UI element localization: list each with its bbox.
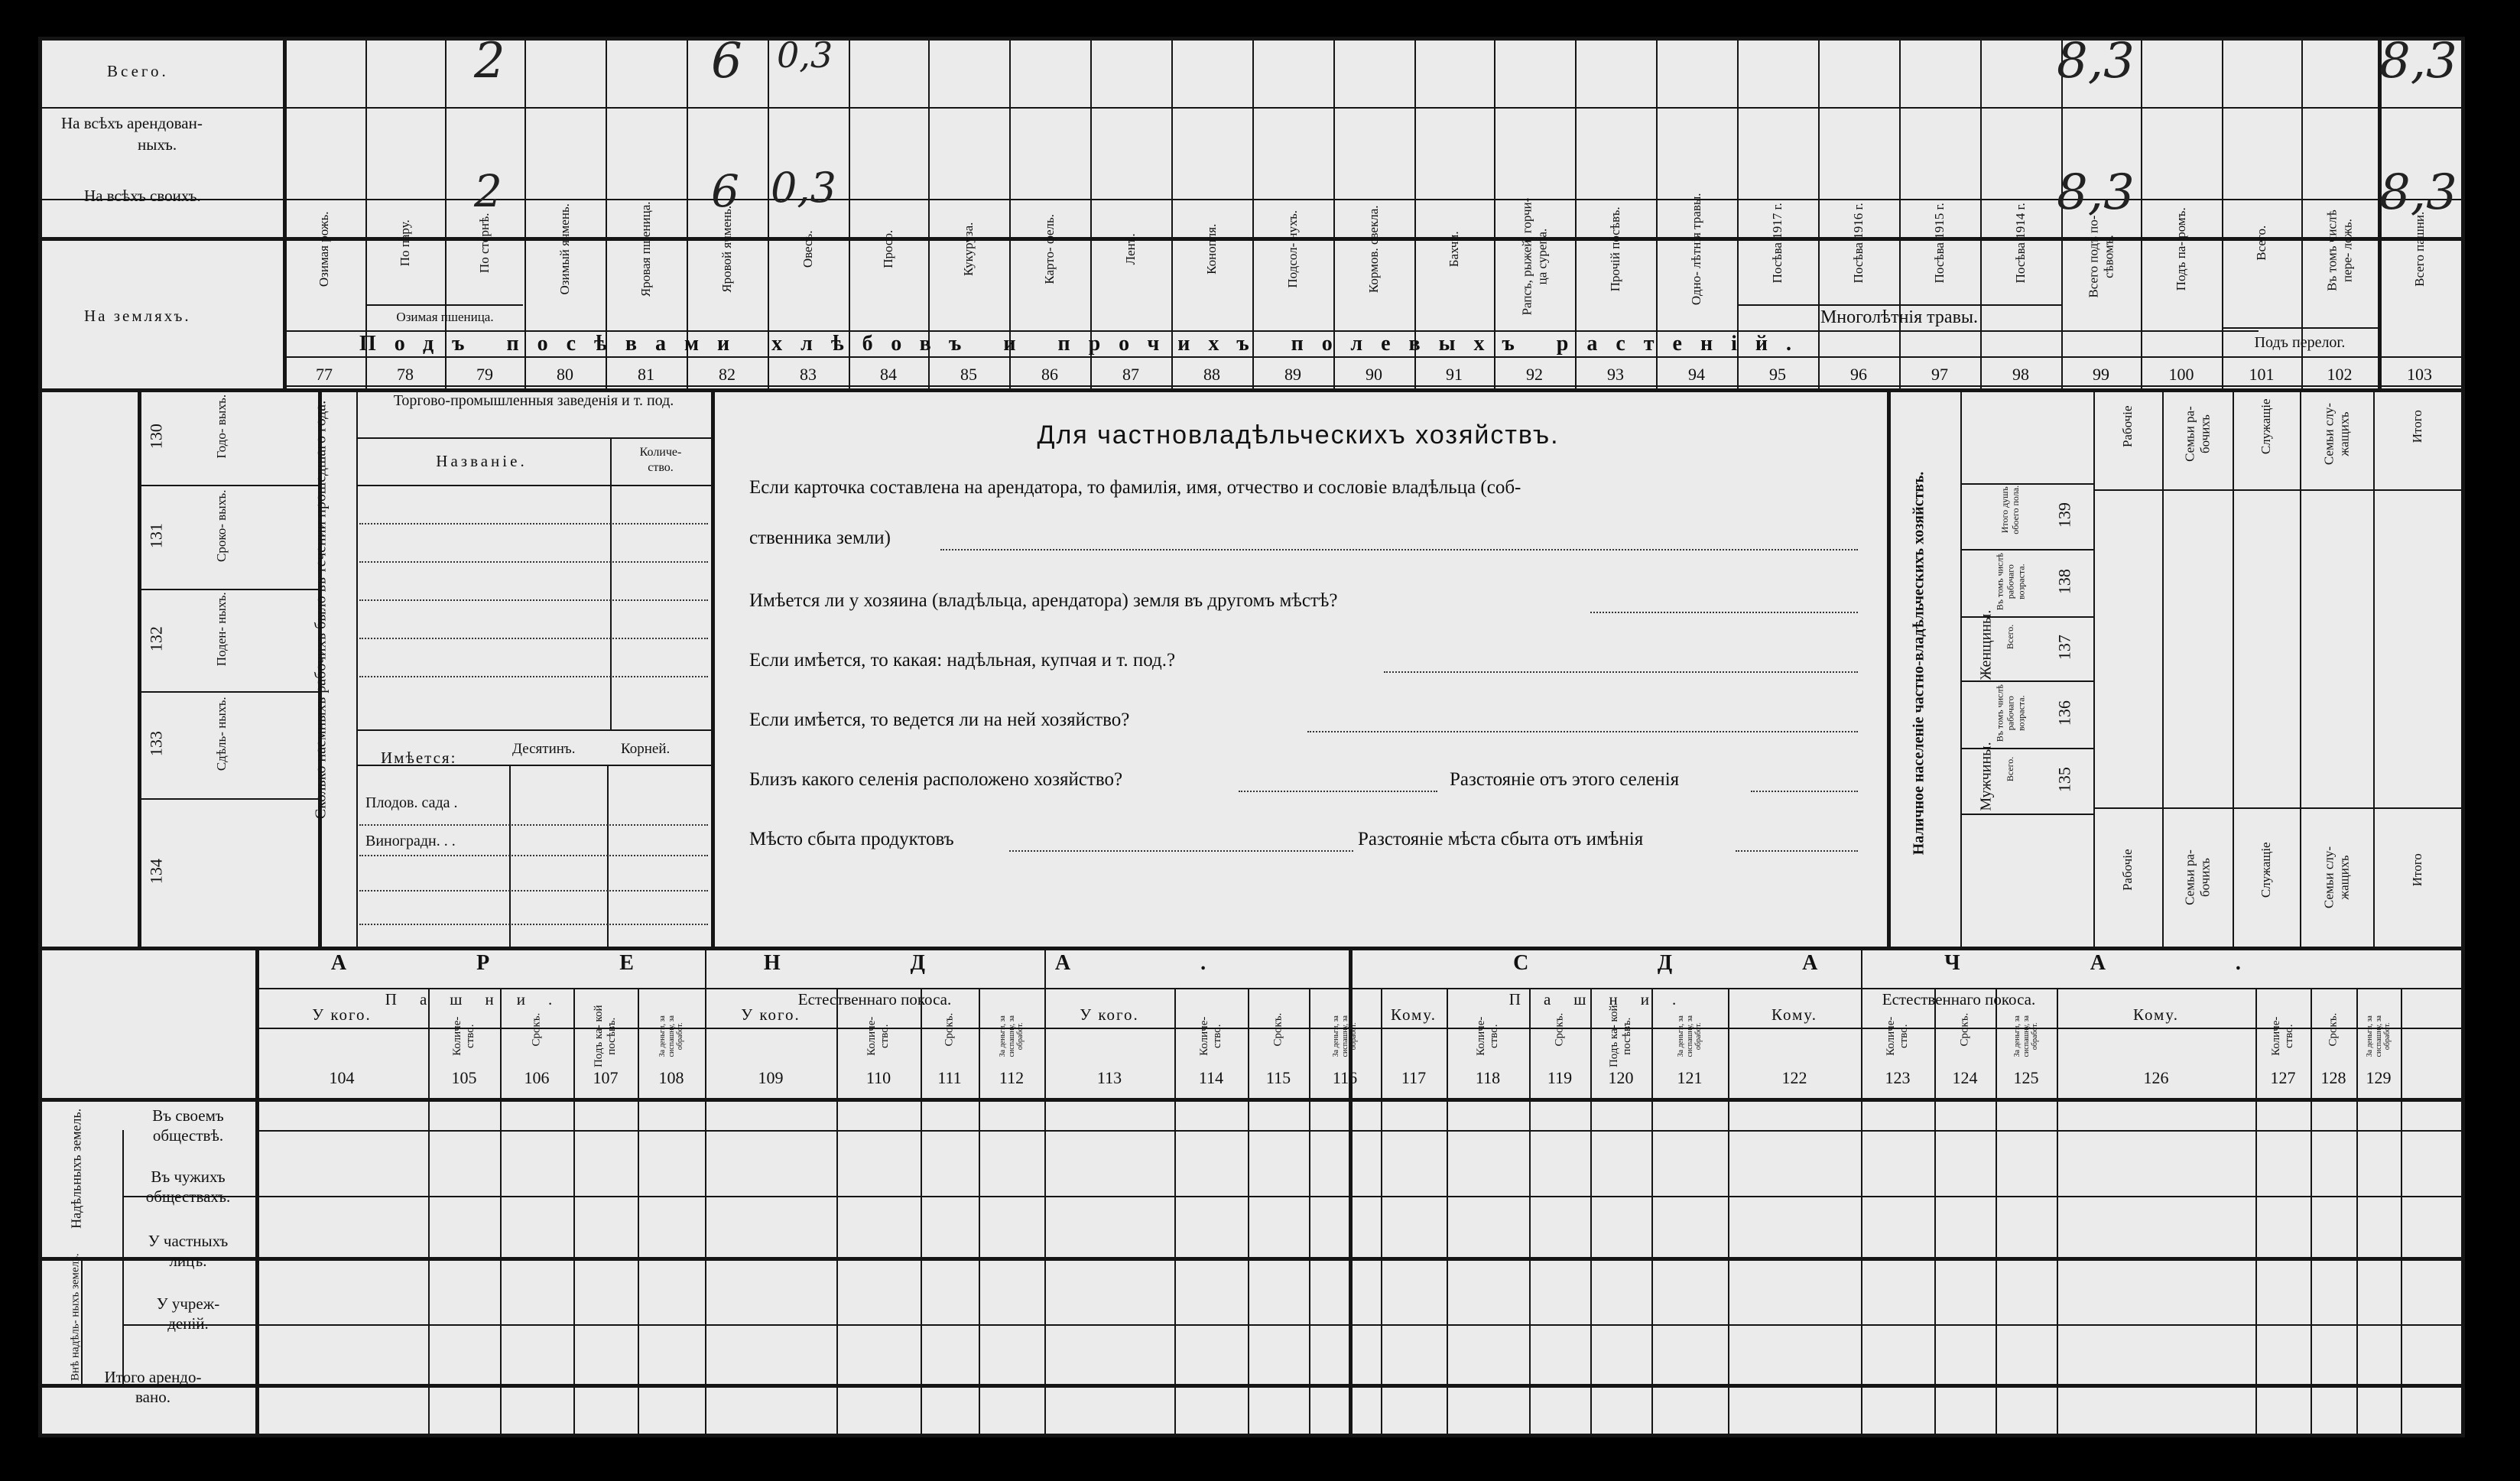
top-col-header-17: Прочій посѣвъ. [1608, 206, 1623, 292]
sub-perelog: Подъ перелог. [2254, 334, 2346, 351]
top-col-header-6: Яровой ячмень. [719, 205, 735, 293]
posev-band: Подъ посѣвами хлѣбовъ и прочихъ полевыхъ растеній. [359, 332, 1810, 356]
top-col-header-7: Овесъ. [800, 230, 816, 268]
side-col-label-2: Сроко- выхъ. [214, 489, 229, 563]
bottom-col-number-9: 112 [999, 1068, 1025, 1087]
top-col-header-4: Озимый ячмень. [557, 203, 573, 295]
top-col-header-9: Кукуруза. [961, 222, 976, 276]
bottom-col-header-7: Количе- ство. [865, 1016, 891, 1056]
pashni-arenda: Пашни. [385, 990, 576, 1008]
top-col-number-22: 98 [2012, 365, 2029, 384]
bottom-col-header-8: Срокъ. [943, 1012, 956, 1047]
side-col-number-3: 132 [146, 626, 166, 652]
top-col-header-21: Посѣва 1915 г. [1932, 203, 1947, 284]
top-col-number-19: 95 [1769, 365, 1786, 384]
worker-col-top-2: Семьи ра- бочихъ [2182, 406, 2212, 462]
hand-vsego-99: 8,3 [2057, 33, 2135, 89]
row-label-arend-2: ныхъ. [138, 135, 177, 154]
top-col-number-24: 100 [2168, 365, 2194, 384]
bottom-col-number-11: 114 [1198, 1068, 1224, 1087]
bottom-col-header-10: У кого. [1080, 1005, 1139, 1024]
pop-cell-label-5: Всего. [2005, 756, 2016, 782]
top-col-number-1: 77 [316, 365, 333, 384]
bottom-col-header-16: Срокъ. [1553, 1012, 1566, 1047]
side-col-label-1: Годо- выхъ. [214, 394, 229, 459]
hand-svoih-99: 8,3 [2057, 164, 2135, 221]
row-chuzhih: Въ чужихъ обществахъ. [145, 1168, 231, 1207]
top-col-number-20: 96 [1850, 365, 1867, 384]
top-col-header-14: Кормов. свекла. [1366, 205, 1382, 294]
trade-qty-header: Количе- ство. [639, 446, 682, 474]
bottom-col-header-14: Кому. [1391, 1005, 1437, 1024]
top-col-number-12: 88 [1203, 365, 1220, 384]
worker-col-bottom-5: Итого [2409, 853, 2424, 887]
top-col-number-6: 82 [719, 365, 736, 384]
top-col-number-14: 90 [1366, 365, 1382, 384]
pashni-sdacha: Пашни. [1508, 990, 1700, 1008]
bottom-col-header-9: За деньги, за сиспашну, за обработ. [998, 1015, 1025, 1057]
private-farms-title: Для частновладѣльческихъ хозяйствъ. [1037, 421, 1560, 450]
bottom-col-header-26: За деньги, за сиспашну, за обработ. [2365, 1015, 2392, 1057]
pop-cell-label-2: Въ томъ числѣ рабочаго возраста. [1994, 553, 2026, 611]
pop-cell-number-4: 136 [2054, 700, 2074, 726]
top-col-header-23: Всего подъ по- сѣвомъ. [2086, 215, 2116, 298]
sub-ozimaya: Озимая пшеница. [396, 310, 494, 324]
worker-col-top-4: Семьи слу- жащихъ [2321, 402, 2351, 466]
bottom-col-number-16: 119 [1547, 1068, 1573, 1087]
hand-svoih-78: 2 [474, 165, 502, 217]
bottom-col-header-4: Подъ ка- кой посѣвъ. [592, 1005, 618, 1068]
top-col-header-27: Всего пашни. [2411, 211, 2427, 287]
bottom-col-header-23: Кому. [2133, 1005, 2179, 1024]
men-label: Мужчины. [1977, 742, 1995, 811]
garden-label: Плодов. сада . [365, 794, 458, 811]
population-label: Наличное населеніе частно-владѣльческихъ хозяйствъ. [1910, 471, 1927, 856]
top-col-number-2: 78 [397, 365, 414, 384]
worker-col-top-1: Рабочіе [2120, 405, 2135, 448]
hand-vsego-78: 2 [474, 33, 505, 89]
side-col-number-2: 131 [146, 523, 166, 549]
top-col-header-18: Одно- лѣтнія травы. [1689, 193, 1704, 306]
top-col-number-25: 101 [2249, 365, 2275, 384]
bottom-col-header-20: Количе- ство. [1884, 1016, 1910, 1056]
side-col-label-3: Поден- ныхъ. [214, 592, 229, 667]
pop-cell-number-3: 137 [2054, 635, 2074, 661]
top-col-header-5: Яровая пшеница. [638, 201, 654, 297]
worker-col-top-5: Итого [2409, 410, 2424, 443]
top-col-header-26: Въ томъ числѣ пере- ложь. [2324, 209, 2354, 291]
top-col-number-17: 93 [1607, 365, 1624, 384]
bottom-col-number-14: 117 [1401, 1068, 1427, 1087]
bottom-col-number-8: 111 [937, 1068, 962, 1087]
pop-cell-number-5: 135 [2054, 767, 2074, 793]
hand-svoih-83: 0,3 [771, 164, 836, 212]
top-col-header-15: Бахчи. [1447, 231, 1462, 268]
top-col-header-3: По стернѣ. [477, 213, 492, 274]
bottom-col-header-17: Подъ ка- кой посѣвъ. [1607, 1005, 1633, 1068]
q3-text: Если имѣется, то какая: надѣльная, купчая и т. под.? [749, 650, 1176, 671]
hand-svoih-103: 8,3 [2379, 164, 2457, 221]
bottom-col-number-6: 109 [758, 1068, 784, 1087]
row-chastnyh: У частныхъ лицъ. [148, 1232, 229, 1271]
bottom-col-header-22: За деньги, за сиспашну, за обработ. [2012, 1015, 2039, 1057]
side-col-number-1: 130 [146, 424, 166, 450]
bottom-col-header-21: Срокъ. [1958, 1012, 1971, 1047]
top-col-header-8: Просо. [881, 229, 896, 268]
q5-text: Близъ какого селенія расположено хозяйство? [749, 769, 1123, 790]
bottom-col-number-18: 121 [1677, 1068, 1703, 1087]
bottom-col-header-24: Количе- ство. [2269, 1016, 2295, 1056]
q5b-text: Разстояніе отъ этого селенія [1450, 769, 1680, 790]
side-col-number-4: 133 [146, 731, 166, 757]
women-label: Женщины. [1977, 609, 1995, 680]
top-col-header-1: Озимая рожь. [317, 211, 332, 287]
q1-text: Если карточка составлена на арендатора, то фамилія, имя, отчество и сословіе владѣльца (соб- [749, 477, 1521, 498]
has-label: Имѣется: [381, 749, 457, 767]
q2-text: Имѣется ли у хозяина (владѣльца, арендатора) земля въ другомъ мѣстѣ? [749, 590, 1338, 611]
worker-col-bottom-1: Рабочіе [2120, 849, 2135, 892]
top-col-header-11: Ленъ. [1123, 233, 1138, 265]
top-col-number-10: 86 [1041, 365, 1058, 384]
row-uchrezh: У учреж- деній. [156, 1294, 220, 1333]
bottom-col-header-18: За деньги, за сиспашну, за обработ. [1676, 1015, 1703, 1057]
bottom-col-number-3: 106 [524, 1068, 550, 1087]
top-col-header-25: Всего. [2254, 225, 2269, 261]
hand-vsego-82: 6 [711, 33, 742, 89]
des-header: Десятинъ. [512, 741, 576, 757]
bottom-col-header-11: Количе- ство. [1197, 1016, 1223, 1056]
top-col-number-7: 83 [800, 365, 817, 384]
hand-vsego-103: 8,3 [2379, 33, 2457, 89]
bottom-col-header-3: Срокъ. [530, 1012, 543, 1047]
bottom-col-number-4: 107 [593, 1068, 619, 1087]
q4-text: Если имѣется, то ведется ли на ней хозяйство? [749, 710, 1130, 730]
bottom-col-number-10: 113 [1096, 1068, 1122, 1087]
q1b-text: ственника земли) [749, 528, 891, 548]
bottom-col-header-19: Кому. [1771, 1005, 1817, 1024]
bottom-col-header-12: Срокъ. [1271, 1012, 1284, 1047]
arenda-title: АРЕНДА. [330, 951, 1336, 975]
q6-text: Мѣсто сбыта продуктовъ [749, 829, 954, 849]
census-form-sheet [38, 33, 2465, 1437]
pokos-arenda: Естественнаго покоса. [797, 990, 952, 1008]
row-itogo: Итого арендо- вано. [104, 1368, 202, 1407]
top-col-header-24: Подъ па- ромъ. [2174, 207, 2189, 291]
worker-col-bottom-4: Семьи слу- жащихъ [2321, 846, 2351, 909]
korn-header: Корней. [621, 741, 671, 757]
top-col-header-19: Посѣва 1917 г. [1770, 203, 1785, 284]
bottom-col-header-15: Количе- ство. [1474, 1016, 1500, 1056]
bottom-col-number-26: 129 [2366, 1068, 2392, 1087]
top-col-header-12: Конопля. [1204, 223, 1219, 274]
side-col-label-4: Сдѣль- ныхъ. [214, 697, 229, 771]
pop-cell-number-1: 139 [2054, 502, 2074, 528]
bottom-col-header-6: У кого. [741, 1005, 800, 1024]
top-col-number-18: 94 [1688, 365, 1705, 384]
bottom-col-header-2: Количе- ство. [450, 1016, 476, 1056]
bottom-col-number-24: 127 [2270, 1068, 2296, 1087]
row-label-svoih: На всѣхъ своихъ. [84, 186, 201, 205]
pop-cell-label-1: Итого душъ обоего пола. [1999, 485, 2021, 534]
bottom-col-number-5: 108 [658, 1068, 684, 1087]
bottom-col-number-7: 110 [865, 1068, 891, 1087]
row-svoem: Въ своемъ обществѣ. [152, 1106, 224, 1145]
hired-workers-label: Сколько наемныхъ рабочихъ было въ течении прошедшаго года. [312, 400, 330, 820]
top-col-header-13: Подсол- нухъ. [1285, 209, 1301, 288]
bottom-col-number-17: 120 [1608, 1068, 1634, 1087]
trade-title: Торгово-промышленныя заведенія и т. под. [393, 392, 674, 409]
top-col-number-8: 84 [880, 365, 897, 384]
hand-svoih-82: 6 [711, 165, 739, 217]
bottom-col-number-15: 118 [1475, 1068, 1501, 1087]
top-col-number-15: 91 [1446, 365, 1463, 384]
row-label-na-zemlyah: На земляхъ. [84, 307, 191, 325]
bottom-col-number-25: 128 [2320, 1068, 2346, 1087]
hand-vsego-83: 0,3 [777, 34, 833, 76]
top-col-number-23: 99 [2093, 365, 2109, 384]
bottom-col-number-12: 115 [1265, 1068, 1291, 1087]
vine-label: Виноградн. . . [365, 833, 456, 849]
bottom-col-number-21: 124 [1952, 1068, 1978, 1087]
top-col-header-10: Карто- фель. [1042, 213, 1057, 284]
pop-cell-number-2: 138 [2054, 569, 2074, 595]
top-col-number-4: 80 [557, 365, 573, 384]
row-label-arend: На всѣхъ арендован- [61, 114, 203, 132]
bottom-col-header-5: За деньги, за сиспашну, за обработ. [658, 1015, 684, 1057]
top-col-header-16: Рапсъ, рыжей, горчи- ца сурепа. [1519, 197, 1549, 316]
bottom-col-number-22: 125 [2013, 1068, 2039, 1087]
bottom-col-number-1: 104 [329, 1068, 355, 1087]
bottom-col-header-1: У кого. [312, 1005, 372, 1024]
nadel-label: Надѣльныхъ земель. [68, 1108, 84, 1229]
top-col-header-20: Посѣва 1916 г. [1851, 203, 1866, 284]
top-col-number-16: 92 [1526, 365, 1543, 384]
bottom-col-number-19: 122 [1781, 1068, 1807, 1087]
row-label-vsego: Всего. [107, 62, 169, 80]
top-col-number-11: 87 [1122, 365, 1139, 384]
top-col-number-13: 89 [1284, 365, 1301, 384]
worker-col-bottom-3: Служащіе [2259, 842, 2274, 898]
sdacha-title: СДАЧА. [1513, 951, 2371, 975]
top-col-number-9: 85 [960, 365, 977, 384]
vne-label: Внѣ надѣль- ныхъ земель. [69, 1253, 82, 1382]
top-col-number-21: 97 [1931, 365, 1948, 384]
top-col-number-27: 103 [2407, 365, 2432, 384]
bottom-col-number-2: 105 [451, 1068, 477, 1087]
pop-cell-label-3: Всего. [2005, 624, 2016, 650]
top-col-header-22: Посѣва 1914 г. [2013, 203, 2028, 284]
sub-mnogolet: Многолѣтнія травы. [1820, 307, 1979, 327]
bottom-col-number-23: 126 [2143, 1068, 2169, 1087]
bottom-col-header-13: За деньги, за сиспашну, за обработ. [1331, 1015, 1358, 1057]
top-col-number-26: 102 [2327, 365, 2353, 384]
bottom-col-number-13: 116 [1332, 1068, 1358, 1087]
worker-col-bottom-2: Семьи ра- бочихъ [2182, 849, 2212, 905]
side-col-number-5: 134 [146, 859, 166, 885]
top-col-header-2: По пару. [398, 219, 413, 267]
worker-col-top-3: Служащіе [2259, 398, 2274, 455]
pop-cell-label-4: Въ томъ числѣ рабочаго возраста. [1994, 684, 2026, 742]
top-col-number-5: 81 [638, 365, 654, 384]
pokos-sdacha: Естественнаго покоса. [1882, 990, 2036, 1008]
bottom-col-header-25: Срокъ. [2327, 1012, 2340, 1047]
top-col-number-3: 79 [476, 365, 493, 384]
q6b-text: Разстояніе мѣста сбыта отъ имѣнія [1358, 829, 1644, 849]
bottom-col-number-20: 123 [1885, 1068, 1911, 1087]
trade-name-header: Названіе. [436, 452, 528, 470]
